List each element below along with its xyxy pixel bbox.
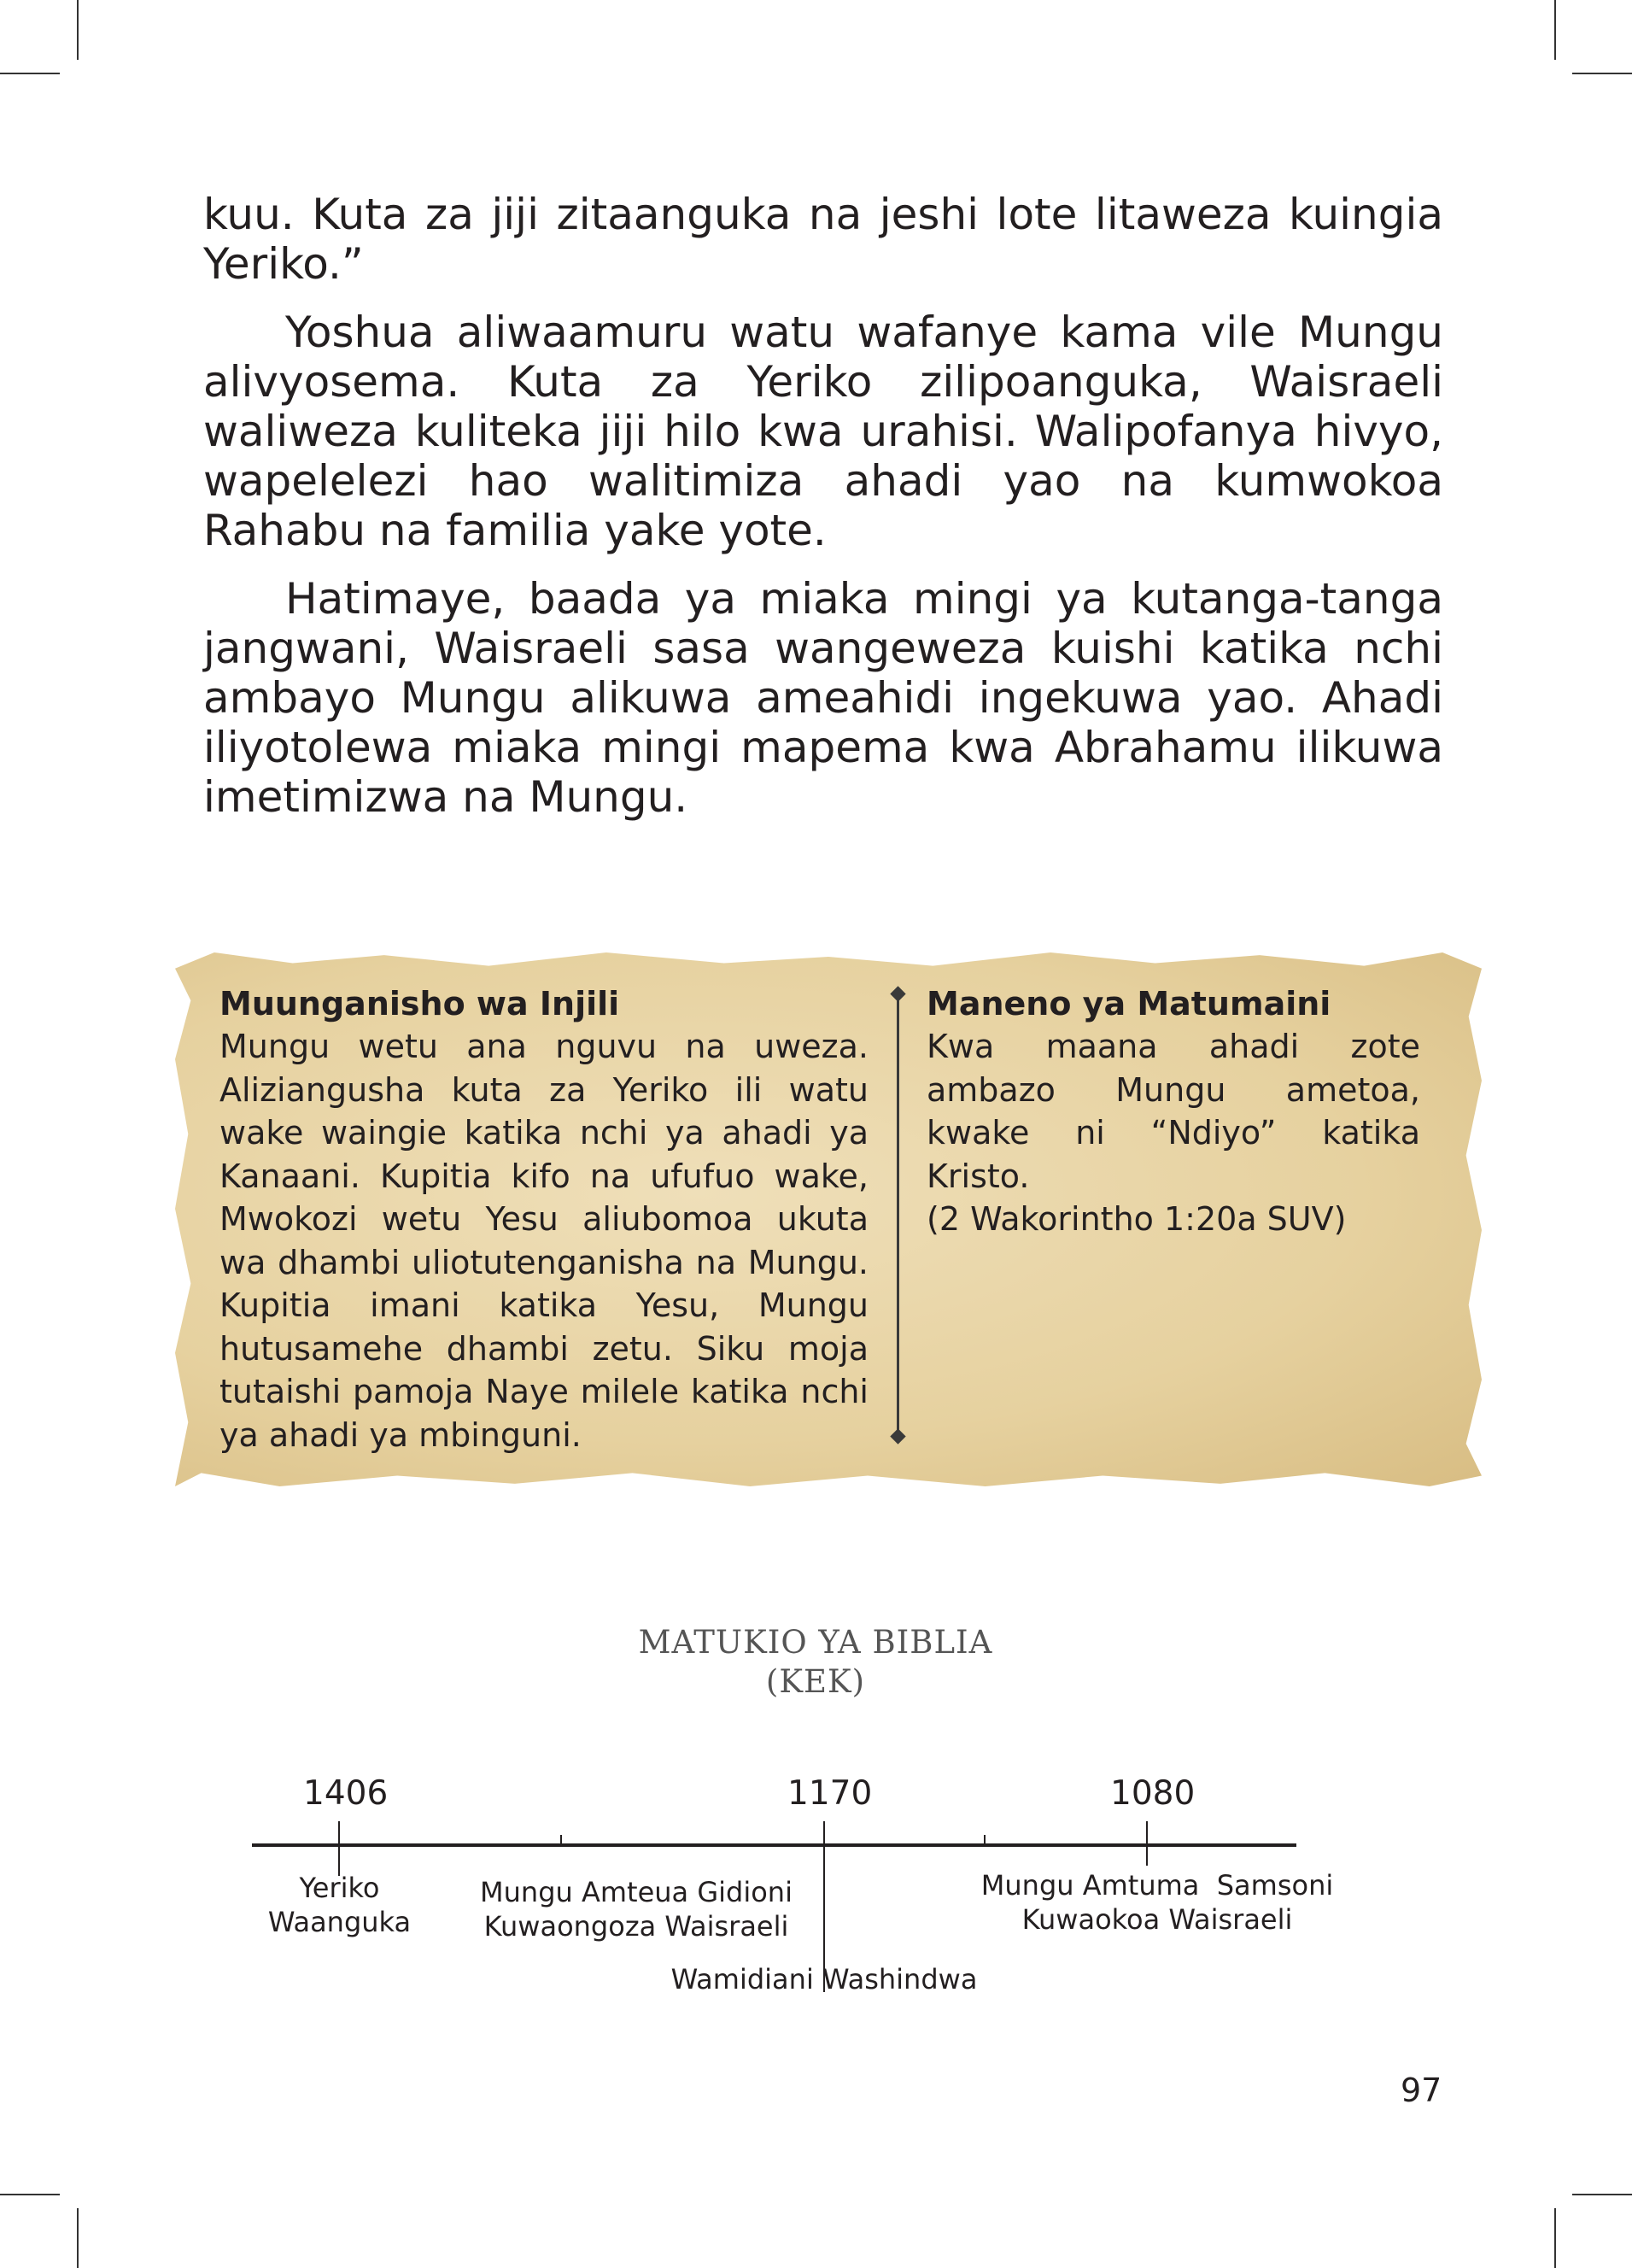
- gospel-connection-text: Mungu wetu ana nguvu na uweza. Aliziangusha kuta za Yeriko ili watu wake waingie katika nchi ya ahadi ya Kanaani. Kupitia kifo na ufufuo wake, Mwokozi wetu Yesu aliubomoa ukuta wa dhambi uliotutenganisha na Mungu. Kupitia imani katika Yesu, Mungu hutusamehe dhambi zetu. Siku moja tutaishi pamoja Naye milele katika nchi ya ahadi ya mbinguni.: [219, 1028, 869, 1454]
- column-divider: [897, 993, 899, 1437]
- gospel-connection: [219, 982, 869, 1456]
- crop-mark: [77, 0, 79, 60]
- crop-mark: [1554, 0, 1556, 60]
- paragraph: Yoshua aliwaamuru watu wafanye kama vile Mungu alivyosema. Kuta za Yeriko zilipoanguka, Waisraeli waliweza kuliteka jiji hilo kwa urahisi. Walipofanya hivyo, wapelelezi hao walitimiza ahadi yao na kumwokoa Rahabu na familia yake yote.: [203, 308, 1443, 555]
- timeline-event-samsoni: [969, 1868, 1345, 1937]
- words-of-hope-text: Kwa maana ahadi zote ambazo Mungu ametoa, kwake ni “Ndiyo” katika Kristo.: [927, 1028, 1420, 1195]
- paragraph: Hatimaye, baada ya miaka mingi ya kutanga-tanga jangwani, Waisraeli sasa wangeweza kuishi katika nchi ambayo Mungu alikuwa ameahidi ingekuwa yao. Ahadi iliyotolewa miaka mingi mapema kwa Abrahamu ilikuwa imetimizwa na Mungu.: [203, 574, 1443, 822]
- timeline-title-line: (KEK): [765, 1663, 866, 1700]
- timeline-title: [474, 1623, 1157, 1702]
- gospel-connection-heading: Muunganisho wa Injili: [219, 985, 620, 1023]
- timeline-year: 1080: [1110, 1774, 1196, 1813]
- timeline-title-line: MATUKIO YA BIBLIA: [638, 1624, 993, 1661]
- paragraph: kuu. Kuta za jiji zitaanguka na jeshi lote litaweza kuingia Yeriko.”: [203, 190, 1443, 289]
- timeline-event-gidioni: [465, 1875, 807, 1943]
- crop-mark: [1572, 2194, 1632, 2195]
- timeline-event-yeriko: [248, 1871, 431, 1939]
- body-text: [203, 190, 1443, 841]
- timeline-event-line: Mungu Amtuma Samsoni: [980, 1869, 1334, 1902]
- words-of-hope: [927, 982, 1420, 1241]
- page-number: 97: [1401, 2072, 1442, 2109]
- crop-mark: [1554, 2208, 1556, 2268]
- words-of-hope-heading: Maneno ya Matumaini: [927, 985, 1331, 1023]
- timeline-event-line: Kuwaongoza Waisraeli: [483, 1910, 789, 1943]
- crop-mark: [0, 2194, 60, 2195]
- scripture-reference: (2 Wakorintho 1:20a SUV): [927, 1200, 1347, 1238]
- crop-mark: [1572, 73, 1632, 74]
- timeline-event-line: Waanguka: [267, 1906, 412, 1938]
- timeline-event-line: Yeriko: [299, 1872, 380, 1904]
- timeline-event-line: Kuwaokoa Waisraeli: [1021, 1903, 1293, 1936]
- timeline-year: 1170: [787, 1774, 873, 1813]
- timeline-year: 1406: [303, 1774, 389, 1813]
- timeline-event-line: Mungu Amteua Gidioni: [480, 1876, 793, 1908]
- timeline-event-wamidiani: Wamidiani Washindwa: [670, 1963, 978, 1995]
- crop-mark: [0, 73, 60, 74]
- crop-mark: [77, 2208, 79, 2268]
